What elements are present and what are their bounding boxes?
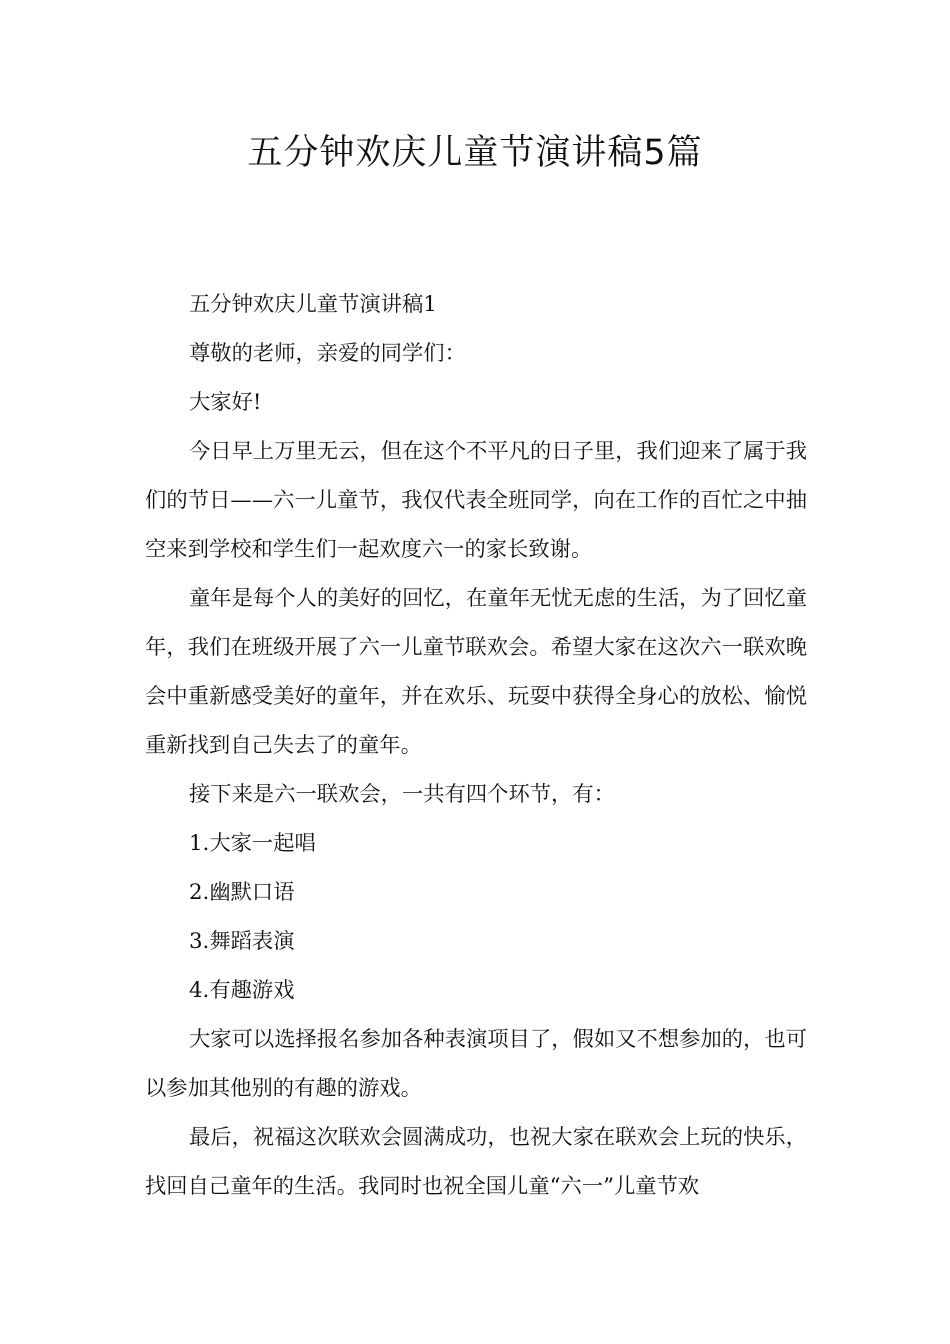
document-title: 五分钟欢庆儿童节演讲稿5篇 — [247, 133, 703, 173]
body-paragraph: 童年是每个人的美好的回忆，在童年无忧无虑的生活，为了回忆童年，我们在班级开展了六一儿童节联欢会。希望大家在这次六一联欢晚会中重新感受美好的童年，并在欢乐、玩耍中获得全身心的放松、愉悦重新找到自己失去了的童年。 — [145, 586, 807, 758]
body-paragraph: 接下来是六一联欢会，一共有四个环节，有： — [189, 782, 615, 807]
list-item: 2.幽默口语 — [189, 880, 295, 905]
list-item: 4.有趣游戏 — [189, 978, 295, 1003]
greeting: 大家好! — [189, 390, 262, 415]
salutation: 尊敬的老师，亲爱的同学们： — [189, 341, 466, 366]
section-heading: 五分钟欢庆儿童节演讲稿1 — [189, 292, 437, 317]
body-paragraph: 大家可以选择报名参加各种表演项目了，假如又不想参加的，也可以参加其他别的有趣的游戏。 — [145, 1027, 807, 1101]
list-item: 3.舞蹈表演 — [189, 929, 295, 954]
list-item: 1.大家一起唱 — [189, 831, 316, 856]
body-paragraph: 最后，祝福这次联欢会圆满成功，也祝大家在联欢会上玩的快乐，找回自己童年的生活。我同时也祝全国儿童“六一”儿童节欢 — [145, 1125, 807, 1199]
document-body — [145, 280, 807, 1211]
body-paragraph: 今日早上万里无云，但在这个不平凡的日子里，我们迎来了属于我们的节日——六一儿童节，我仅代表全班同学，向在工作的百忙之中抽空来到学校和学生们一起欢度六一的家长致谢。 — [145, 439, 807, 562]
